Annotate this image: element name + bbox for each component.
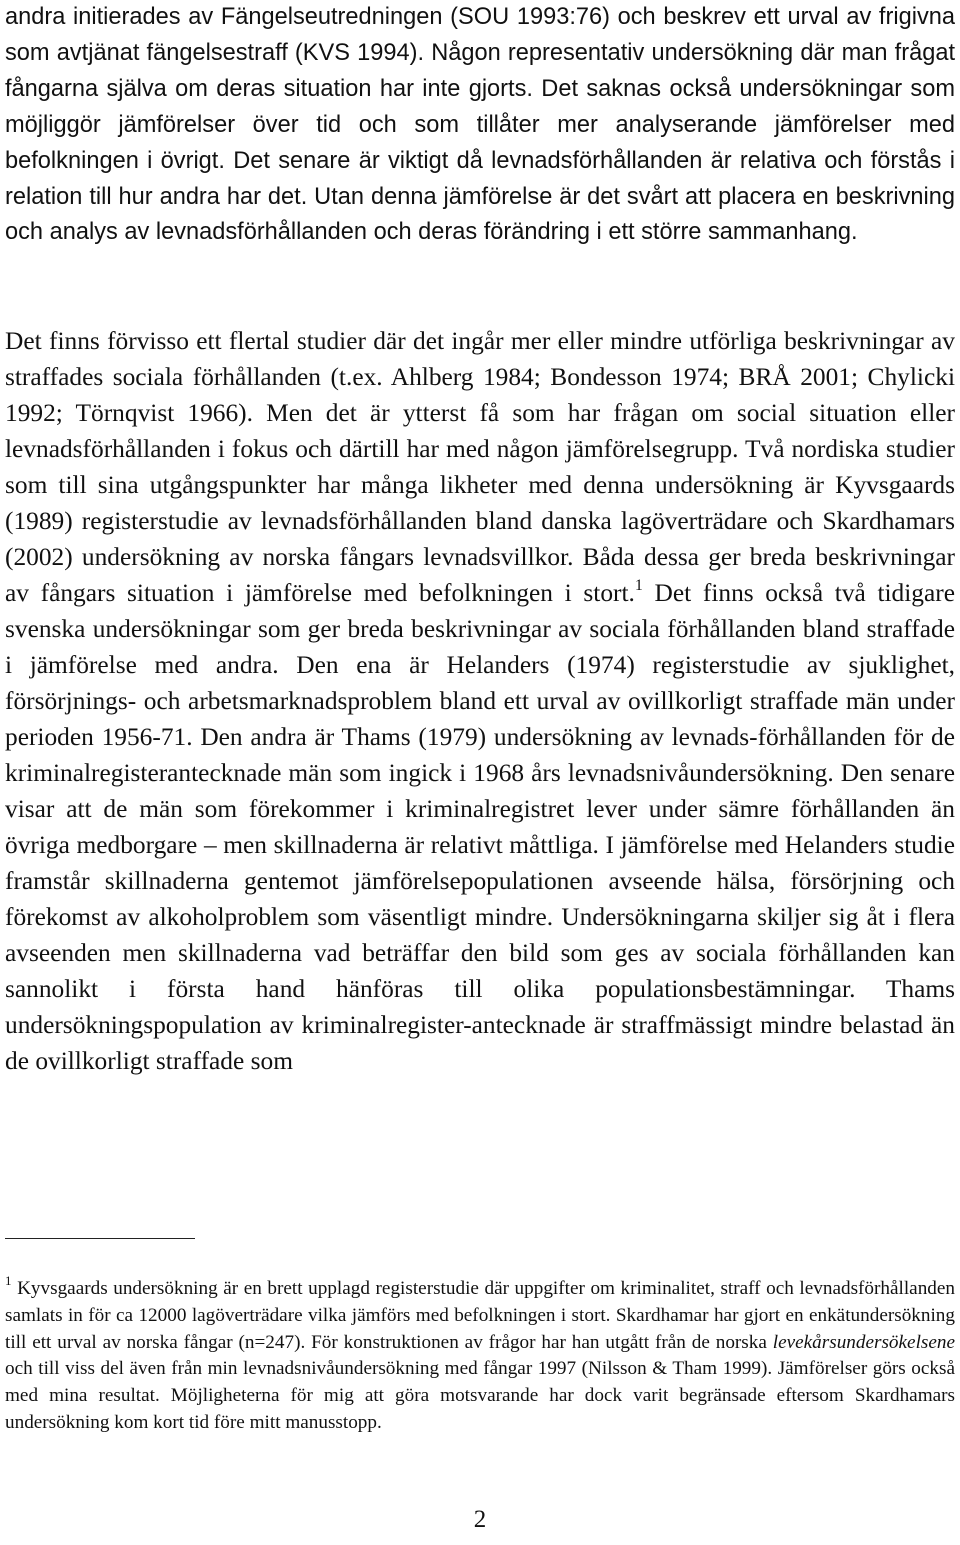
footnote-text-start: Kyvsgaards undersökning är en brett upplagd registerstudie där uppgifter om kriminalitet, straff och levnadsförhållanden samlats in för ca 12000 lagöverträdare vilka jämförs med befolkningen i stort. Skardhamar har gjort en enkätundersökning till ett urval av norska fångar (n=247). För konstruktionen av frågor har han utgått från de norska bbox=[5, 1278, 955, 1353]
footnote-marker: 1 bbox=[5, 1273, 12, 1288]
document-page bbox=[5, 0, 955, 1545]
footnote-text-end: och till viss del även från min levnadsnivåundersökning med fångar 1997 (Nilsson & Tham 1999). Jämförelser görs också med mina resultat. Möjligheterna för mig att göra motsvarande har dock varit begränsade eftersom Skardhamars undersökning kom kort tid före mitt manusstopp. bbox=[5, 1358, 955, 1433]
footnote-reference: 1 bbox=[634, 577, 643, 594]
body-paragraph-2 bbox=[5, 323, 955, 1079]
footnote bbox=[5, 1273, 955, 1437]
page-number: 2 bbox=[473, 1506, 487, 1533]
paragraph-2-text-end: Det finns också två tidigare svenska undersökningar som ger breda beskrivningar av sociala förhållanden bland straffade i jämförelse med andra. Den ena är Helanders (1974) registerstudie av sjuklighet, försörjnings- och arbetsmarknadsproblem bland ett urval av ovillkorligt straffade män under perioden 1956-71. Den andra är Thams (1979) undersökning av levnads-förhållanden för de kriminalregisterantecknade män som ingick i 1968 års levnadsnivåundersökning. Den senare visar att de män som förekommer i kriminalregistret lever under sämre förhållanden än övriga medborgare – men skillnaderna är relativt måttliga. I jämförelse med Helanders studie framstår skillnaderna gentemot jämförelsepopulationen avseende hälsa, försörjning och förekomst av alkoholproblem som väsentligt mindre. Undersökningarna skiljer sig åt i flera avseenden men skillnaderna vad beträffar den bild som ges av sociala förhållanden kan sannolikt i första hand hänföras till olika populationsbestämningar. Thams undersökningspopulation av kriminalregister-antecknade är straffmässigt mindre belastad än de ovillkorligt straffade som bbox=[5, 579, 956, 1075]
footnote-italic-term: levekårsundersökelsene bbox=[772, 1331, 955, 1353]
paragraph-2-text-start: Det finns förvisso ett flertal studier där det ingår mer eller mindre utförliga beskrivningar av straffades sociala förhållanden (t.ex. Ahlberg 1984; Bondesson 1974; BRÅ 2001; Chylicki 1992; Törnqvist 1966). Men det är ytterst få som har frågan om social situation eller levnadsförhållanden i fokus och därtill har med någon jämförelsegrupp. Två nordiska studier som till sina utgångspunkter har många likheter med denna undersökning är Kyvsgaards (1989) registerstudie av levnadsförhållanden bland danska lagöverträdare och Skardhamars (2002) undersökning av norska fångars levnadsvillkor. Båda dessa ger breda beskrivningar av fångars situation i jämförelse med befolkningen i stort. bbox=[5, 327, 955, 607]
footnote-separator bbox=[5, 1238, 195, 1239]
body-paragraph-1: andra initierades av Fängelseutredningen (SOU 1993:76) och beskrev ett urval av frigivna som avtjänat fängelsestraff (KVS 1994). Någon representativ undersökning där man frågat fångarna själva om deras situation har inte gjorts. Det saknas också undersökningar som möjliggör jämförelser över tid och som tillåter mer analyserande jämförelser med befolkningen i övrigt. Det senare är viktigt då levnadsförhållanden är relativa och förstås i relation till hur andra har det. Utan denna jämförelse är det svårt att placera en beskrivning och analys av levnadsförhållanden och deras förändring i ett större sammanhang. bbox=[5, 4, 955, 246]
